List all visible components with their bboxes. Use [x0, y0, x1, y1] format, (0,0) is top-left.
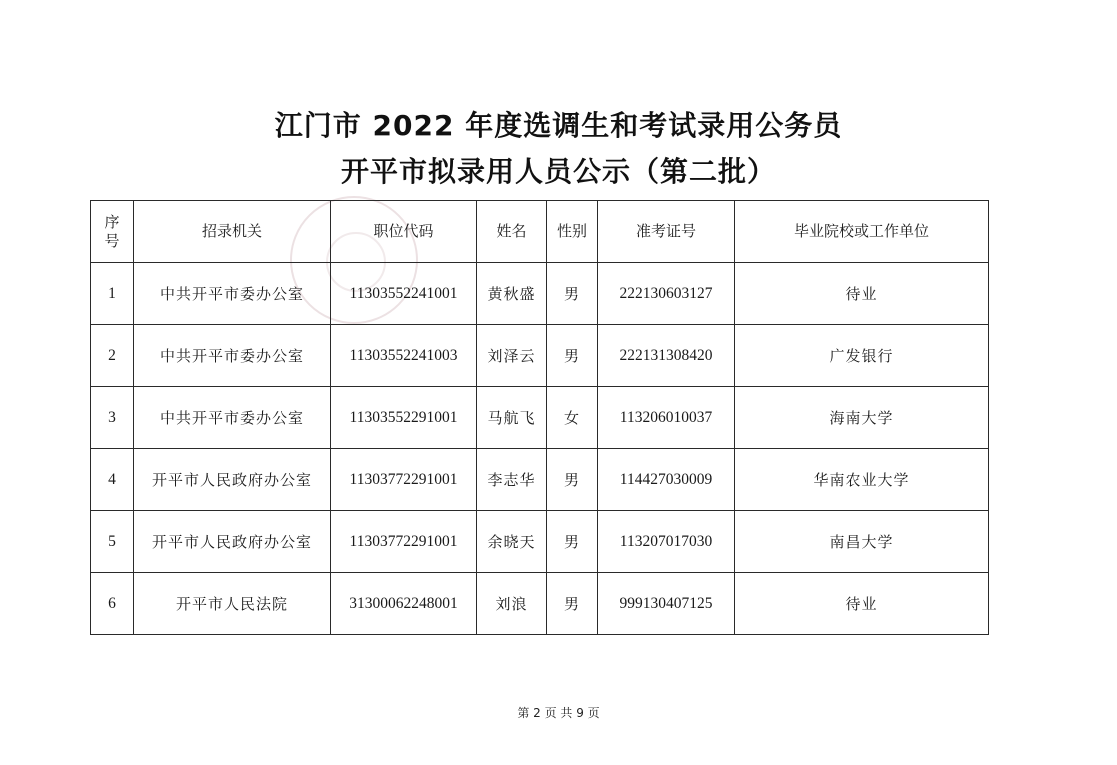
cell-gender: 男 [547, 449, 598, 511]
cell-gender: 女 [547, 387, 598, 449]
cell-school-or-employer: 广发银行 [735, 325, 989, 387]
header-position-code: 职位代码 [331, 201, 477, 263]
cell-name: 刘泽云 [477, 325, 547, 387]
cell-seq: 6 [91, 573, 134, 635]
table-header-row [91, 201, 989, 263]
cell-name: 李志华 [477, 449, 547, 511]
cell-agency: 开平市人民政府办公室 [134, 449, 331, 511]
cell-position-code: 11303772291001 [331, 511, 477, 573]
table-row [91, 387, 989, 449]
cell-name: 马航飞 [477, 387, 547, 449]
cell-seq: 5 [91, 511, 134, 573]
document-title-line2: 开平市拟录用人员公示（第二批） [340, 155, 776, 188]
cell-agency: 中共开平市委办公室 [134, 263, 331, 325]
cell-exam-number: 222130603127 [598, 263, 735, 325]
page-number: 第 2 页 共 9 页 [517, 706, 600, 720]
cell-seq: 3 [91, 387, 134, 449]
cell-seq: 2 [91, 325, 134, 387]
cell-school-or-employer: 南昌大学 [735, 511, 989, 573]
cell-exam-number: 999130407125 [598, 573, 735, 635]
cell-exam-number: 113207017030 [598, 511, 735, 573]
table-row [91, 511, 989, 573]
cell-name: 黄秋盛 [477, 263, 547, 325]
cell-agency: 开平市人民政府办公室 [134, 511, 331, 573]
cell-name: 余晓天 [477, 511, 547, 573]
header-seq-bottom: 号 [104, 231, 120, 250]
table-row [91, 263, 989, 325]
header-seq [91, 201, 134, 263]
header-name: 姓名 [477, 201, 547, 263]
cell-agency: 中共开平市委办公室 [134, 325, 331, 387]
cell-exam-number: 114427030009 [598, 449, 735, 511]
cell-name: 刘浪 [477, 573, 547, 635]
cell-gender: 男 [547, 263, 598, 325]
cell-agency: 中共开平市委办公室 [134, 387, 331, 449]
cell-position-code: 11303552241001 [331, 263, 477, 325]
header-exam-number: 准考证号 [598, 201, 735, 263]
cell-seq: 4 [91, 449, 134, 511]
document-title-line1: 江门市 2022 年度选调生和考试录用公务员 [274, 109, 843, 142]
header-seq-top: 序 [104, 212, 120, 231]
cell-exam-number: 222131308420 [598, 325, 735, 387]
table-row [91, 573, 989, 635]
table-row [91, 449, 989, 511]
cell-school-or-employer: 待业 [735, 263, 989, 325]
cell-agency: 开平市人民法院 [134, 573, 331, 635]
cell-gender: 男 [547, 325, 598, 387]
cell-exam-number: 113206010037 [598, 387, 735, 449]
cell-school-or-employer: 海南大学 [735, 387, 989, 449]
cell-position-code: 11303552241003 [331, 325, 477, 387]
header-school-or-employer: 毕业院校或工作单位 [735, 201, 989, 263]
header-gender: 性别 [547, 201, 598, 263]
cell-school-or-employer: 华南农业大学 [735, 449, 989, 511]
cell-gender: 男 [547, 511, 598, 573]
table-row [91, 325, 989, 387]
cell-gender: 男 [547, 573, 598, 635]
header-agency: 招录机关 [134, 201, 331, 263]
cell-position-code: 11303772291001 [331, 449, 477, 511]
candidate-roster-table [90, 200, 989, 635]
cell-school-or-employer: 待业 [735, 573, 989, 635]
cell-position-code: 11303552291001 [331, 387, 477, 449]
cell-seq: 1 [91, 263, 134, 325]
cell-position-code: 31300062248001 [331, 573, 477, 635]
